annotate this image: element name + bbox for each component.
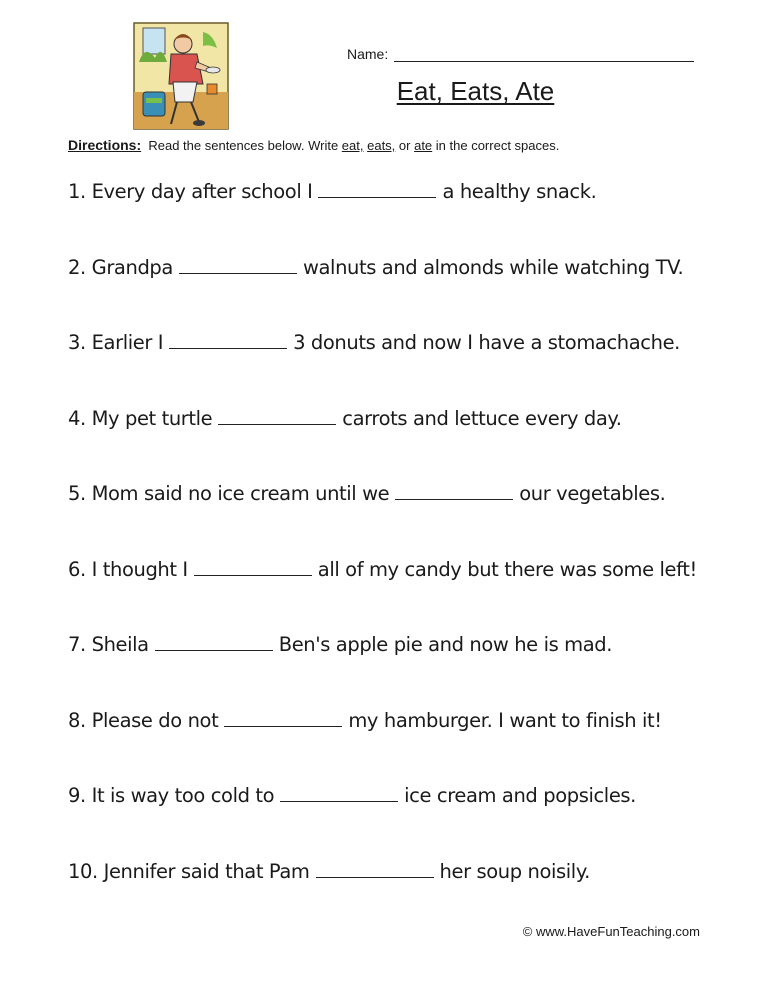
- question-2: [68, 252, 728, 328]
- question-3: [68, 327, 728, 403]
- answer-blank-1[interactable]: [318, 177, 436, 198]
- boy-eating-clipart: [133, 22, 229, 130]
- question-6-after: all of my candy but there was some left!: [317, 557, 697, 581]
- question-4-after: carrots and lettuce every day.: [342, 406, 622, 430]
- answer-blank-5[interactable]: [395, 479, 513, 500]
- question-9: [68, 780, 728, 856]
- question-6: [68, 554, 728, 630]
- question-6-before: 6. I thought I: [68, 557, 188, 581]
- question-4: [68, 403, 728, 479]
- directions-word-ate: ate: [414, 138, 433, 153]
- title-text: Eat, Eats, Ate: [396, 76, 555, 106]
- question-8-after: my hamburger. I want to finish it!: [348, 708, 662, 732]
- question-2-before: 2. Grandpa: [68, 255, 173, 279]
- question-10: [68, 856, 728, 932]
- answer-blank-2[interactable]: [179, 253, 297, 274]
- answer-blank-8[interactable]: [224, 706, 342, 727]
- question-5-after: our vegetables.: [519, 482, 666, 505]
- question-7-after: Ben's apple pie and now he is mad.: [278, 633, 613, 656]
- name-line: [394, 47, 694, 62]
- question-2-after: walnuts and almonds while watching TV.: [302, 255, 684, 279]
- directions-label: Directions:: [68, 137, 142, 153]
- answer-blank-9[interactable]: [280, 781, 398, 802]
- question-3-after: 3 donuts and now I have a stomachache.: [293, 331, 680, 354]
- answer-blank-10[interactable]: [316, 857, 434, 878]
- answer-blank-3[interactable]: [169, 328, 287, 349]
- directions-text-after: in the correct spaces.: [432, 138, 560, 153]
- directions: [68, 137, 559, 153]
- page-title: [276, 76, 676, 107]
- question-9-after: ice cream and popsicles.: [404, 784, 636, 807]
- question-5-before: 5. Mom said no ice cream until we: [68, 482, 390, 505]
- answer-blank-7[interactable]: [155, 630, 273, 651]
- question-1-after: a healthy snack.: [442, 180, 597, 203]
- directions-or: or: [395, 138, 415, 153]
- directions-text-before: Read the sentences below. Write: [148, 138, 342, 153]
- question-5: [68, 478, 728, 554]
- question-7-before: 7. Sheila: [68, 633, 149, 656]
- copyright-footer: © www.HaveFunTeaching.com: [522, 924, 700, 939]
- question-10-after: her soup noisily.: [439, 859, 590, 883]
- name-label: Name:: [347, 46, 389, 62]
- answer-blank-6[interactable]: [194, 555, 312, 576]
- question-4-before: 4. My pet turtle: [68, 406, 213, 430]
- directions-word-eats: eats,: [367, 138, 396, 153]
- answer-blank-4[interactable]: [218, 404, 336, 425]
- question-10-before: 10. Jennifer said that Pam: [68, 859, 310, 883]
- question-7: [68, 629, 728, 705]
- question-9-before: 9. It is way too cold to: [68, 784, 275, 807]
- question-1-before: 1. Every day after school I: [68, 180, 313, 203]
- question-8-before: 8. Please do not: [68, 708, 219, 732]
- question-list: [68, 176, 728, 931]
- directions-word-eat: eat,: [341, 138, 364, 153]
- question-8: [68, 705, 728, 781]
- name-row: [347, 46, 694, 62]
- question-3-before: 3. Earlier I: [68, 331, 164, 354]
- question-1: [68, 176, 728, 252]
